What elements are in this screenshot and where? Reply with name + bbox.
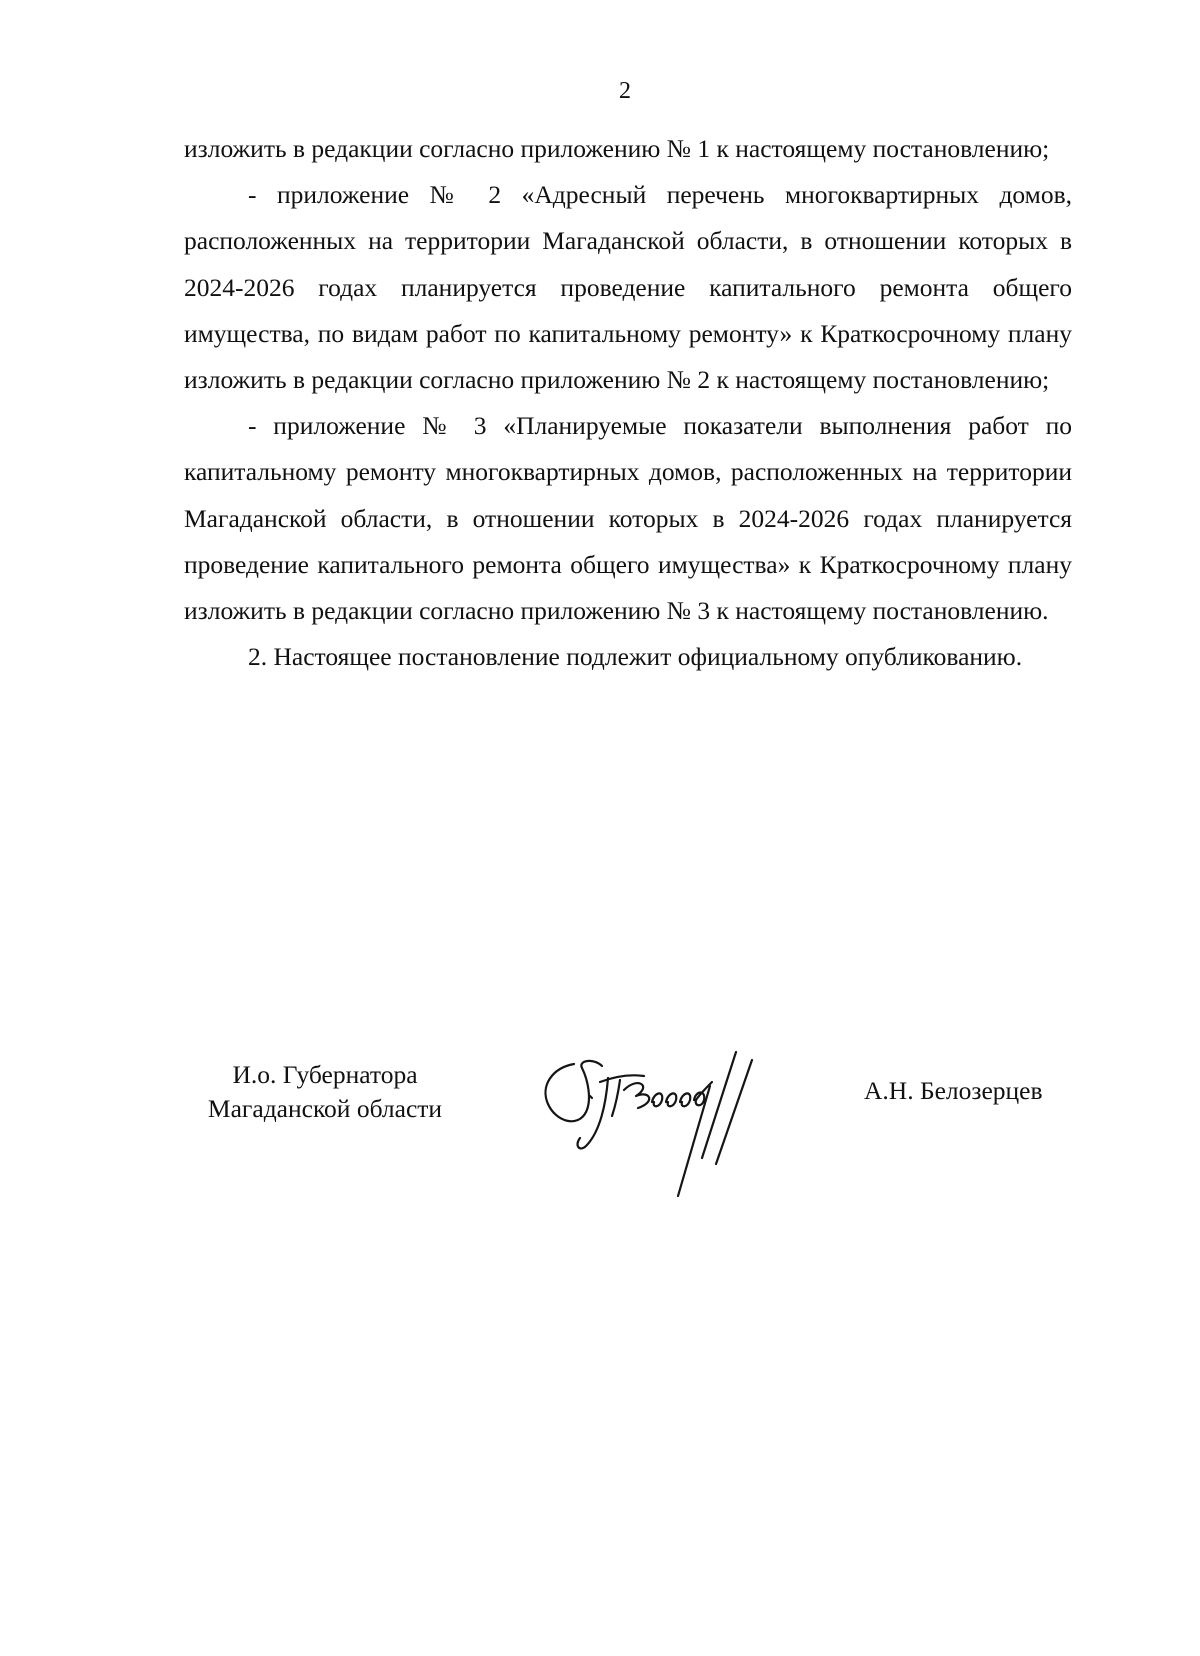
- signer-name: А.Н. Белозерцев: [864, 1076, 1043, 1105]
- paragraph-continuation: изложить в редакции согласно приложению № 1 к настоящему постановлению;: [184, 134, 1050, 163]
- signer-position: [190, 1058, 460, 1126]
- paragraph-appendix-2: - приложение № 2 «Адресный перечень многоквартирных домов, расположенных на территории Магаданской области, в отношении которых в 2024-2026 годах планируется проведение капитального ремонта общего имущества, по видам работ по капитальному ремонту» к Краткосрочному плану изложить в редакции согласно приложению № 2 к настоящему постановлению;: [184, 180, 1072, 395]
- document-body: [184, 126, 1072, 680]
- signer-position-line-2: Магаданской области: [207, 1094, 443, 1123]
- paragraph-appendix-3: - приложение № 3 «Планируемые показатели выполнения работ по капитальному ремонту многоквартирных домов, расположенных на территории Магаданской области, в отношении которых в 2024-2026 годах планируется проведение капитального ремонта общего имущества» к Краткосрочному плану изложить в редакции согласно приложению № 3 к настоящему постановлению.: [184, 411, 1072, 626]
- paragraph-publication: 2. Настоящее постановление подлежит официальному опубликованию.: [248, 642, 1023, 672]
- handwritten-signature: [534, 1046, 774, 1216]
- page-number: 2: [619, 78, 631, 104]
- signature-block: [0, 1058, 1200, 1218]
- signer-position-line-1: И.о. Губернатора: [232, 1060, 418, 1089]
